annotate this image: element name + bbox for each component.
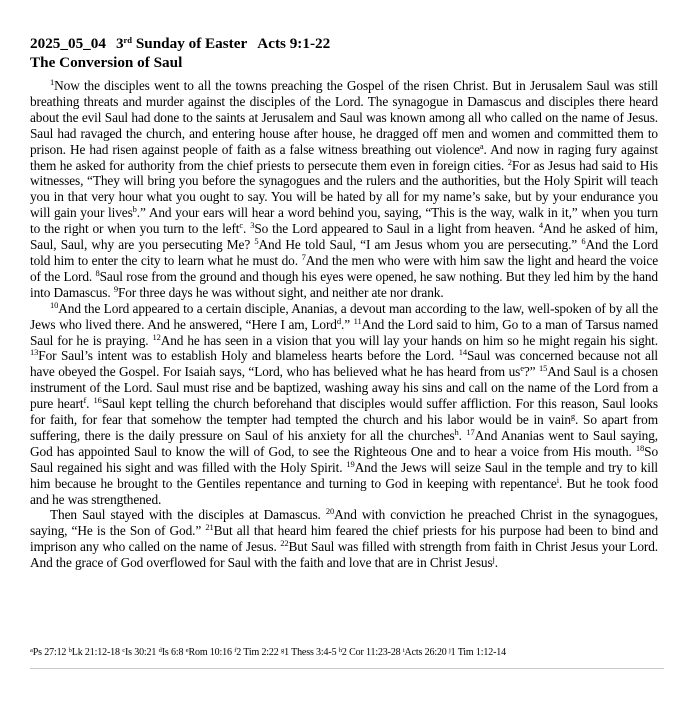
footnote-reference: Is 30:21 <box>124 647 157 658</box>
verse-text: Saul kept telling the church beforehand that disciples would suffer affliction. For this reason, Saul looks for faith, for fear that somehow the tempter had tempted the church and his labor would be in vain <box>30 396 659 428</box>
verse-text: . But he took food and he was strengthened. <box>30 475 658 507</box>
verse-text: And He told Saul, “I am Jesus whom you are persecuting.” <box>258 237 578 253</box>
sermon-date: 2025_05_04 <box>30 35 106 52</box>
verse-text: But Saul was filled with strength from faith in Christ Jesus your Lord. And the grace of God overflowed for Saul with the faith and love that are in Christ Jesus <box>30 539 658 571</box>
sunday-ordinal-suffix: rd <box>123 35 133 45</box>
footnote-reference: Rom 10:16 <box>188 647 232 658</box>
verse-text: And the Lord said to him, Go to a man of Tarsus named Saul for he is praying. <box>30 316 659 348</box>
verse-text: . So apart from suffering, there is the daily pressure on Saul of his anxiety for all the churches <box>30 412 658 443</box>
footnote-marker: i <box>556 474 559 485</box>
verse-number: 14 <box>458 347 467 358</box>
verse-number: 8 <box>95 267 100 278</box>
footnote-mark: i <box>402 647 405 654</box>
verse-text: .” <box>341 316 351 332</box>
document-heading <box>30 34 658 72</box>
verse-number: 18 <box>635 442 645 453</box>
verse-text: Saul was concerned because not all have obeyed the Gospel. For Isaiah says, “Lord, who has believed what he has heard from us <box>30 348 658 380</box>
paragraph-1 <box>30 78 658 301</box>
footnote-entry <box>449 647 506 658</box>
verse-number: 11 <box>353 315 362 326</box>
footnote-entry <box>186 647 232 658</box>
footnote-reference: 1 Thess 3:4-5 <box>284 647 337 658</box>
footnote-reference: 1 Tim 1:12-14 <box>450 647 506 658</box>
document-title: The Conversion of Saul <box>30 54 183 71</box>
footnote-reference: Lk 21:12-18 <box>71 647 120 658</box>
footnote-marker: f <box>83 395 87 406</box>
verse-text: So the Lord appeared to Saul in a light from heaven. <box>254 221 535 237</box>
verse-text: Now the disciples went to all the towns preaching the Gospel of the risen Christ. But in Jerusalem Saul was still breathing threats and murder against the disciples of the Lord. The synagogue in Damascus and disciples there heard about the evil Saul had done to the saints at Jerusalem and Saul was known among all who called on the name of Jesus. Saul had ravaged the church, and entering house after house, he dragged off men and women and committed them to prison. He had risen against people of faith as a false witness breathing out violence <box>30 78 658 157</box>
verse-text: And he asked of him, Saul, Saul, why are you persecuting Me? <box>30 221 658 253</box>
verse-number: 4 <box>538 220 544 231</box>
verse-text: But all that heard him feared the chief priests for his purpose had been to bind and imprison any who called on the name of Jesus. <box>30 523 658 555</box>
footnote-marker: g <box>570 411 576 422</box>
footnote-marker: j <box>492 554 495 565</box>
footnote-mark: c <box>122 647 125 654</box>
footnote-marker: a <box>479 140 484 151</box>
verse-text: And the Lord told him to enter the city to learn what he must do. <box>30 237 658 268</box>
footnote-entry <box>339 647 401 658</box>
verse-number: 15 <box>539 363 548 374</box>
verse-text: For Saul’s intent was to establish Holy and blameless hearts before the Lord. <box>38 348 455 364</box>
footnote-mark: f <box>234 647 237 654</box>
footnote-marker: b <box>132 204 137 215</box>
footnote-marker: e <box>520 363 524 374</box>
footnote-mark: a <box>30 647 33 654</box>
verse-text: And the Lord appeared to a certain disciple, Ananias, a devout man according to the law, well-spoken of by all the Jews who lived there. And he answered, “Here I am, Lord <box>30 300 658 332</box>
verse-text: . <box>458 427 462 443</box>
footnote-entry <box>122 647 156 658</box>
verse-text: And Saul is a chosen instrument of the Lord. Saul must rise and be baptized, washing away his sins and call on the name of the Lord from a pure heart <box>30 364 658 412</box>
verse-text: And Ananias went to Saul saying, God has appointed Saul to know the will of God, to see the Righteous One and to hear a voice from His mouth. <box>30 427 658 459</box>
footnote-entry <box>69 647 120 658</box>
footnote-entry <box>234 647 278 658</box>
footnote-mark: e <box>185 647 189 654</box>
footnote-reference: 2 Cor 11:23-28 <box>341 647 401 658</box>
paragraph-3 <box>30 507 658 571</box>
verse-text: Saul rose from the ground and though his eyes were opened, he saw nothing. But they led him by the hand into Damascus. <box>30 268 658 300</box>
verse-text: . <box>243 221 247 237</box>
verse-number: 2 <box>507 156 512 167</box>
verse-text: And with conviction he preached Christ in the synagogues, saying, “He is the Son of God.” <box>30 507 658 539</box>
verse-number: 21 <box>205 522 214 533</box>
verse-number: 3 <box>250 220 255 231</box>
verse-text: And the men who were with him saw the light and heard the voice of the Lord. <box>30 252 658 284</box>
verse-text: . <box>494 555 498 571</box>
verse-number: 7 <box>301 251 306 262</box>
verse-text: .” And your ears will hear a word behind you, saying, “This is the way, walk in it,” when you turn to the right or when you turn to the left <box>30 205 658 237</box>
sunday-name: Sunday of Easter <box>132 35 248 52</box>
footnote-mark: h <box>338 647 342 654</box>
footnote-entry <box>30 647 66 658</box>
footnote-reference: 2 Tim 2:22 <box>236 647 279 658</box>
verse-number: 22 <box>280 538 289 549</box>
footnote-reference: Ps 27:12 <box>32 647 67 658</box>
verse-text: For as Jesus had said to His witnesses, “They will bring you before the synagogues and the rulers and the authorities, but the Holy Spirit will teach you in that very hour what you ought to say. You will be hated by all for my name’s sake, but by your endurance you will gain your lives <box>30 157 658 221</box>
verse-text: ?” <box>523 364 536 380</box>
document-body <box>30 78 658 571</box>
heading-line-1 <box>30 34 658 53</box>
verse-number: 1 <box>50 77 55 87</box>
verse-number: 5 <box>254 236 259 247</box>
footnote-reference: Is 6:8 <box>161 647 184 658</box>
verse-text: . And now in raging fury against them he asked for authority from the chief priests to persecute them even in foreign cities. <box>30 141 658 173</box>
footnote-mark: d <box>158 647 162 654</box>
footnote-marker: c <box>239 220 244 231</box>
verse-number: 17 <box>466 426 475 437</box>
footnote-entry <box>159 647 184 658</box>
footnote-mark: g <box>281 647 285 654</box>
verse-text: So Saul regained his sight and was filled with the Holy Spirit. <box>30 443 658 475</box>
verse-text: And the Jews will seize Saul in the temple and try to kill him because he brought to the Gentiles repentance and turning to God in keeping with repentance <box>30 459 658 491</box>
verse-number: 12 <box>152 331 161 342</box>
footnote-mark: j <box>449 647 451 654</box>
footnote-marker: d <box>336 315 341 326</box>
verse-text: And he has seen in a vision that you will lay your hands on him so he might regain his sight. <box>160 332 658 348</box>
sunday-ordinal: 3 <box>115 35 124 52</box>
reading-reference: Acts 9:1-22 <box>257 35 331 52</box>
footnote-marker: h <box>454 426 459 437</box>
footnotes <box>30 646 664 659</box>
verse-text: Then Saul stayed with the disciples at Damascus. <box>50 507 321 523</box>
footnote-entry <box>403 647 447 658</box>
verse-text: . <box>86 396 90 412</box>
verse-number: 13 <box>30 347 39 358</box>
verse-number: 16 <box>93 395 102 406</box>
verse-number: 19 <box>346 458 355 469</box>
footnote-mark: b <box>68 647 72 654</box>
verse-number: 20 <box>325 506 335 517</box>
footer-divider <box>30 668 664 669</box>
verse-number: 9 <box>113 283 118 294</box>
verse-number: 6 <box>581 236 586 247</box>
paragraph-2 <box>30 301 658 508</box>
verse-text: For three days he was without sight, and neither ate nor drank. <box>117 284 444 300</box>
verse-number: 10 <box>50 299 59 310</box>
footnote-entry <box>281 647 336 658</box>
footnote-reference: Acts 26:20 <box>404 647 447 658</box>
